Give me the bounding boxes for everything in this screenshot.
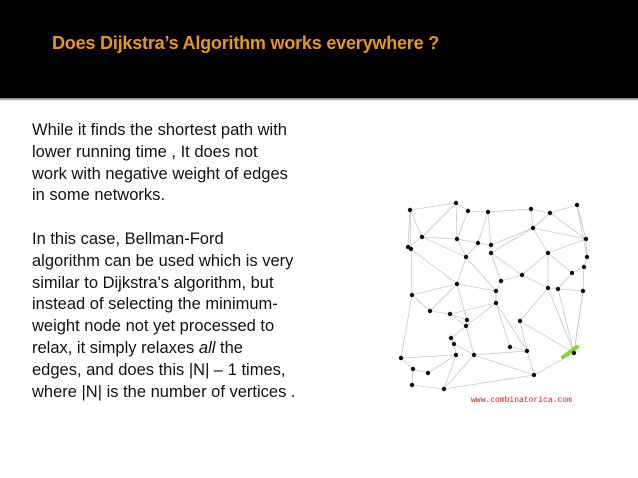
graph-edge	[550, 205, 577, 213]
graph-nodes	[399, 201, 589, 391]
graph-edge	[413, 369, 428, 373]
graph-node	[448, 312, 452, 316]
graph-edge	[478, 212, 488, 243]
graph-edge	[548, 239, 586, 253]
graph-node	[584, 237, 588, 241]
graph-edge	[474, 355, 534, 375]
graph-node	[411, 367, 415, 371]
graph-edge	[401, 358, 413, 369]
graph-node	[520, 273, 524, 277]
graph-node	[546, 286, 550, 290]
graph-edge	[450, 314, 467, 320]
graph-edge	[558, 289, 583, 291]
graph-node	[585, 255, 589, 259]
graph-edge	[412, 385, 444, 389]
graph-edge	[522, 275, 548, 288]
graph-edge	[444, 355, 456, 389]
title-bar-shadow	[0, 98, 638, 101]
graph-edge	[468, 211, 488, 212]
graph-edge	[534, 353, 574, 375]
graph-node	[489, 243, 493, 247]
graph-node	[508, 345, 512, 349]
graph-edge	[583, 267, 584, 291]
graph-edge	[491, 253, 522, 275]
graph-node	[556, 287, 560, 291]
graph-edge	[491, 228, 533, 253]
slide-title: Does Dijkstra’s Algorithm works everywhere ?	[52, 33, 440, 53]
graph-edge	[411, 249, 412, 295]
graph-edge	[574, 291, 583, 353]
graph-node	[420, 235, 424, 239]
graph-edge	[450, 314, 466, 326]
graph-edge	[558, 273, 572, 289]
network-graph-image	[390, 195, 610, 415]
graph-edge	[457, 239, 466, 257]
graph-edge	[456, 203, 457, 239]
graph-node	[531, 226, 535, 230]
graph-node	[518, 319, 522, 323]
graph-node	[465, 318, 469, 322]
graph-edge	[410, 203, 456, 210]
graph-edge	[466, 257, 496, 291]
graph-node	[546, 251, 550, 255]
graph-node	[476, 241, 480, 245]
paragraph-2	[32, 229, 362, 403]
graph-edge	[491, 228, 533, 245]
paragraph-spacer	[32, 207, 362, 229]
graph-edge	[577, 205, 586, 239]
graph-edge	[548, 288, 574, 353]
graph-edge	[533, 228, 548, 253]
graph-edge	[522, 253, 548, 275]
graph-edge	[577, 205, 587, 257]
graph-edge	[491, 253, 501, 281]
graph-edge	[401, 355, 456, 358]
graph-edge	[412, 369, 413, 385]
graph-node	[532, 373, 536, 377]
graph-credit: www.combinatorica.com	[471, 396, 572, 405]
graph-node	[408, 208, 412, 212]
graph-edge	[412, 284, 457, 295]
graph-edge	[501, 275, 522, 281]
graph-edge	[408, 210, 410, 247]
paragraph-2-text-a: In this case, Bellman-Ford algorithm can be used which is very similar to Dijkstra's algorithm, but instead of selecting the minimum- weight node not yet processed to relax, it simply relaxes	[32, 229, 294, 357]
paragraph-1: While it finds the shortest path with lower running time , It does not work with negative weight of edges in some networks.	[32, 121, 288, 205]
graph-edge	[520, 288, 548, 321]
graph-edge	[422, 237, 457, 239]
graph-edge	[457, 284, 496, 291]
graph-node	[489, 251, 493, 255]
graph-node	[464, 324, 468, 328]
graph-edge	[496, 303, 510, 347]
graph-edge	[451, 326, 466, 338]
graph-node	[399, 356, 403, 360]
graph-node	[499, 279, 503, 283]
graph-edge	[428, 355, 456, 373]
graph-node	[442, 387, 446, 391]
graph-node	[581, 289, 585, 293]
graph-edge	[496, 303, 527, 351]
graph-edge	[410, 210, 411, 249]
graph-node	[449, 336, 453, 340]
graph-node	[575, 203, 579, 207]
graph-node	[455, 237, 459, 241]
graph-node	[426, 371, 430, 375]
graph-edge	[488, 209, 531, 212]
graph-edge	[520, 321, 527, 351]
graph-node	[455, 282, 459, 286]
graph-edge	[401, 295, 412, 358]
graph-edges	[401, 203, 587, 389]
graph-edge	[422, 237, 466, 257]
graph-edge	[531, 209, 550, 213]
graph-edge	[558, 289, 574, 353]
graph-node	[410, 293, 414, 297]
graph-node	[428, 309, 432, 313]
graph-edge	[488, 212, 491, 245]
graph-node	[410, 383, 414, 387]
graph-edge	[457, 257, 466, 284]
graph-edge	[474, 351, 527, 355]
graph-node	[454, 201, 458, 205]
graph-edge	[411, 249, 457, 284]
graph-node	[570, 271, 574, 275]
graph-edge	[457, 211, 468, 239]
graph-node	[472, 353, 476, 357]
paragraph-2-text-b: the edges, and does this |N| – 1 times, where |N| is the number of vertices .	[32, 338, 296, 401]
graph-node	[548, 211, 552, 215]
graph-edge	[457, 284, 467, 320]
graph-edge	[531, 209, 533, 228]
graph-edge	[457, 239, 478, 243]
graph-edge	[408, 237, 422, 247]
graph-edge	[520, 321, 574, 353]
graph-node	[486, 210, 490, 214]
graph-node	[466, 209, 470, 213]
body-text	[32, 120, 362, 403]
graph-node	[452, 342, 456, 346]
graph-node	[582, 265, 586, 269]
graph-node	[572, 351, 576, 355]
graph-edge	[533, 213, 550, 228]
graph-node	[464, 255, 468, 259]
graph-edge	[430, 311, 450, 314]
graph-node	[409, 247, 413, 251]
graph-edge	[422, 203, 456, 237]
graph-node	[529, 207, 533, 211]
graph-node	[454, 353, 458, 357]
graph-edge	[412, 295, 430, 311]
graph-edge	[410, 210, 422, 237]
graph-edge	[527, 351, 534, 375]
graph-edge	[444, 375, 534, 389]
graph-edge	[466, 326, 474, 355]
graph-node	[494, 301, 498, 305]
graph-node	[494, 289, 498, 293]
paragraph-2-emphasis: all	[198, 338, 216, 357]
graph-edge	[466, 243, 478, 257]
graph-edge	[548, 253, 572, 273]
graph-node	[525, 349, 529, 353]
graph-edge	[430, 284, 457, 311]
